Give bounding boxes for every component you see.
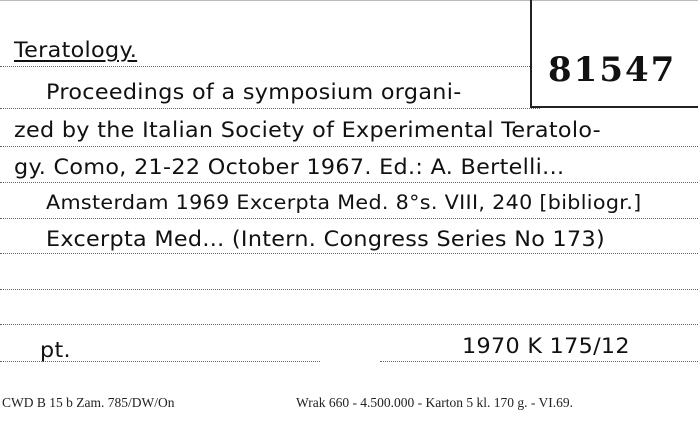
subject-heading: Teratology. (14, 38, 138, 62)
ruled-line (0, 146, 698, 147)
card-top-edge (0, 0, 698, 1)
ruled-line (0, 289, 698, 290)
entry-line-2: zed by the Italian Society of Experimental Teratolo- (14, 118, 602, 142)
accession-number: 81547 (548, 50, 677, 90)
entry-line-5: Excerpta Med... (Intern. Congress Series No 173) (46, 227, 605, 251)
ruled-line (380, 361, 698, 362)
catalog-number: 1970 K 175/12 (462, 334, 630, 358)
ruled-line (0, 324, 698, 325)
number-box-divider (530, 0, 532, 108)
entry-line-4: Amsterdam 1969 Excerpta Med. 8°s. VIII, 240 [bibliogr.] (46, 191, 642, 214)
ruled-line (0, 253, 698, 254)
number-box-bottom-rule (530, 106, 698, 108)
ruled-line (0, 108, 540, 109)
ruled-line (0, 182, 698, 183)
ruled-line (0, 66, 530, 67)
entry-line-3: gy. Como, 21-22 October 1967. Ed.: A. Bertelli... (14, 155, 565, 179)
footer-print-code: CWD B 15 b Zam. 785/DW/On (2, 395, 175, 410)
footer-print-details: Wrak 660 - 4.500.000 - Karton 5 kl. 170 g. - VI.69. (296, 395, 574, 410)
ruled-line (0, 218, 698, 219)
entry-line-1: Proceedings of a symposium organi- (46, 80, 462, 104)
format-mark: pt. (40, 338, 71, 362)
